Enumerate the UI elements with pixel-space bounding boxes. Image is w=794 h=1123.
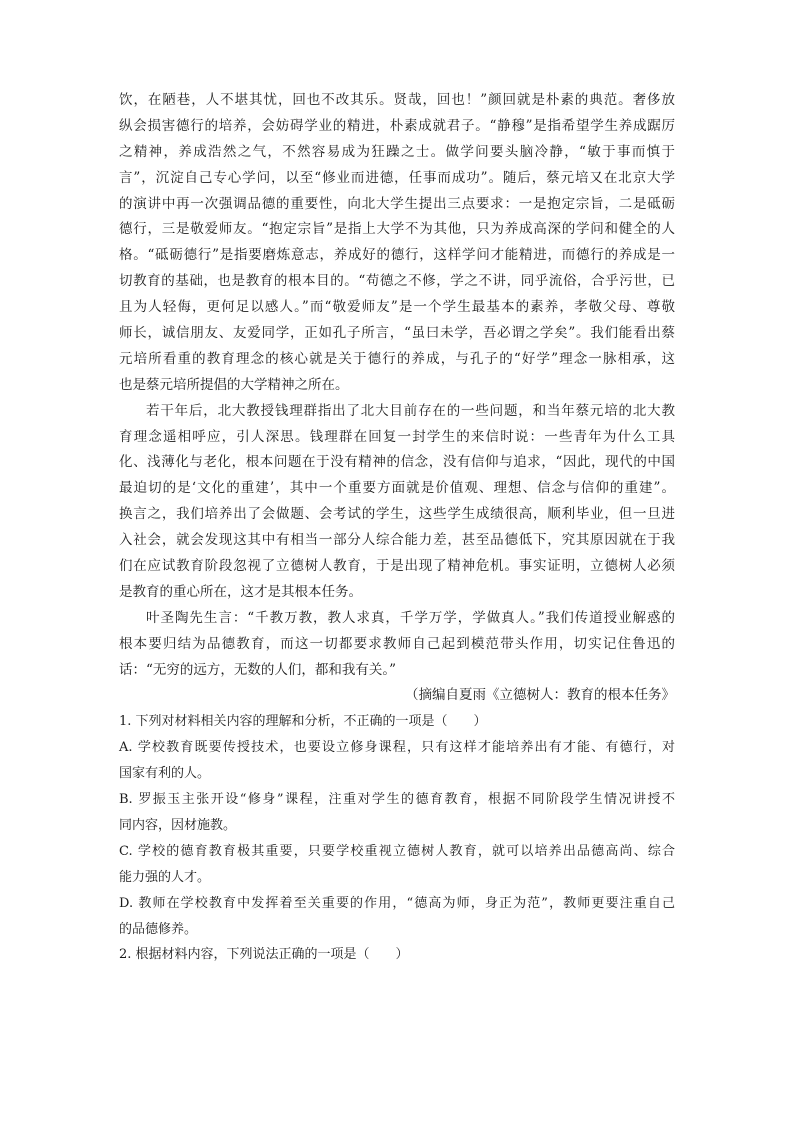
option-text: 能力强的人才。 — [119, 869, 211, 885]
text-line: 言”，沉淀自己专心学问，以至“修业而进德，任事而成功”。随后，蔡元培又在北京大学 — [119, 169, 675, 186]
option-text: B. 罗振玉主张开设“修身”课程，注重对学生的德育教育，根据不同阶段学生情况讲授不 — [119, 792, 675, 808]
option-text: C. 学校的德育教育极其重要，只要学校重视立德树人教育，就可以培养出品德高尚、综合 — [119, 843, 675, 859]
text-line: 话：“无穷的远方，无数的人们，都和我有关。” — [119, 661, 397, 678]
document-page — [119, 88, 675, 968]
option-d — [119, 891, 675, 943]
text-line: 格。“砥砺德行”是指要磨炼意志，养成好的德行，这样学问才能精进，而德行的养成是一 — [119, 247, 675, 264]
text-line: 们在应试教育阶段忽视了立德树人教育，于是出现了精神危机。事实证明，立德树人必须 — [119, 558, 675, 575]
option-text: D. 教师在学校教育中发挥着至关重要的作用，“德高为师，身正为范”，教师更要注重自己 — [119, 895, 675, 911]
text-line: 且为人轻侮，更何足以感人。”而“敬爱师友”是一个学生最基本的素养，孝敬父母、尊敬 — [119, 299, 675, 316]
text-line: 若干年后，北大教授钱理群指出了北大目前存在的一些问题，和当年蔡元培的北大教 — [146, 402, 675, 419]
text-line: 德行，三是敬爱师友。“抱定宗旨”是指上大学不为其他，只为养成高深的学问和健全的人 — [119, 221, 675, 238]
text-line: 之精神，养成浩然之气，不然容易成为狂躁之士。做学问要头脑冷静，“敏于事而慎于 — [119, 143, 675, 160]
text-line: 的演讲中再一次强调品德的重要性，向北大学生提出三点要求：一是抱定宗旨，二是砥砺 — [119, 195, 675, 212]
text-line: 纵会损害德行的培养，会妨碍学业的精进，朴素成就君子。“静穆”是指希望学生养成踞厉 — [119, 117, 675, 134]
text-line: 育理念遥相呼应，引人深思。钱理群在回复一封学生的来信时说：一些青年为什么工具 — [119, 428, 675, 445]
question-1 — [119, 709, 675, 942]
text-line: 元培所看重的教育理念的核心就是关于德行的养成，与孔子的“好学”理念一脉相承，这 — [119, 350, 675, 367]
text-line: 师长，诚信朋友、友爱同学，正如孔子所言，“虽曰未学，吾必谓之学矣”。我们能看出蔡 — [119, 325, 675, 342]
text-line: 根本要归结为品德教育，而这一切都要求教师自己起到模范带头作用，切实记住鲁迅的 — [119, 635, 675, 652]
option-text: A. 学校教育既要传授技术，也要设立修身课程，只有这样才能培养出有才能、有德行，对 — [119, 740, 675, 756]
article-paragraph-2 — [119, 399, 675, 606]
article-paragraph-1 — [119, 88, 675, 399]
text-line: 叶圣陶先生言：“千教万教，教人求真，千学万学，学做真人。”我们传道授业解惑的 — [146, 609, 675, 626]
option-text: 国家有利的人。 — [119, 766, 211, 782]
text-line: 化、浅薄化与老化，根本问题在于没有精神的信念，没有信仰与追求，“因此，现代的中国 — [119, 454, 675, 471]
option-text: 同内容，因材施教。 — [119, 817, 237, 833]
option-c — [119, 839, 675, 891]
option-text: 的品德修养。 — [119, 921, 198, 937]
question-2 — [119, 942, 675, 968]
text-line: 也是蔡元培所提倡的大学精神之所在。 — [119, 376, 349, 393]
source-citation: （摘编自夏雨《立德树人：教育的根本任务》 — [405, 687, 675, 704]
article-paragraph-3 — [119, 606, 675, 684]
text-line: 入社会，就会发现这其中有相当一部分人综合能力差，甚至品德低下，究其原因就在于我 — [119, 532, 675, 549]
option-a — [119, 735, 675, 787]
option-b — [119, 787, 675, 839]
text-line: 换言之，我们培养出了会做题、会考试的学生，这些学生成绩很高，顺利毕业，但一旦进 — [119, 506, 675, 523]
question-stem: 1. 下列对材料相关内容的理解和分析，不正确的一项是（ ） — [119, 714, 487, 730]
text-line: 饮，在陋巷，人不堪其忧，回也不改其乐。贤哉，回也！”颜回就是朴素的典范。奢侈放 — [119, 92, 675, 108]
text-line: 切教育的基础，也是教育的根本目的。“苟德之不修，学之不讲，同乎流俗，合乎污世，已 — [119, 273, 675, 290]
question-stem: 2. 根据材料内容，下列说法正确的一项是（ ） — [119, 947, 409, 963]
text-line: 是教育的重心所在，这才是其根本任务。 — [119, 583, 362, 600]
text-line: 最迫切的是‘文化的重建’，其中一个重要方面就是价值观、理想、信念与信仰的重建”。 — [119, 480, 675, 497]
